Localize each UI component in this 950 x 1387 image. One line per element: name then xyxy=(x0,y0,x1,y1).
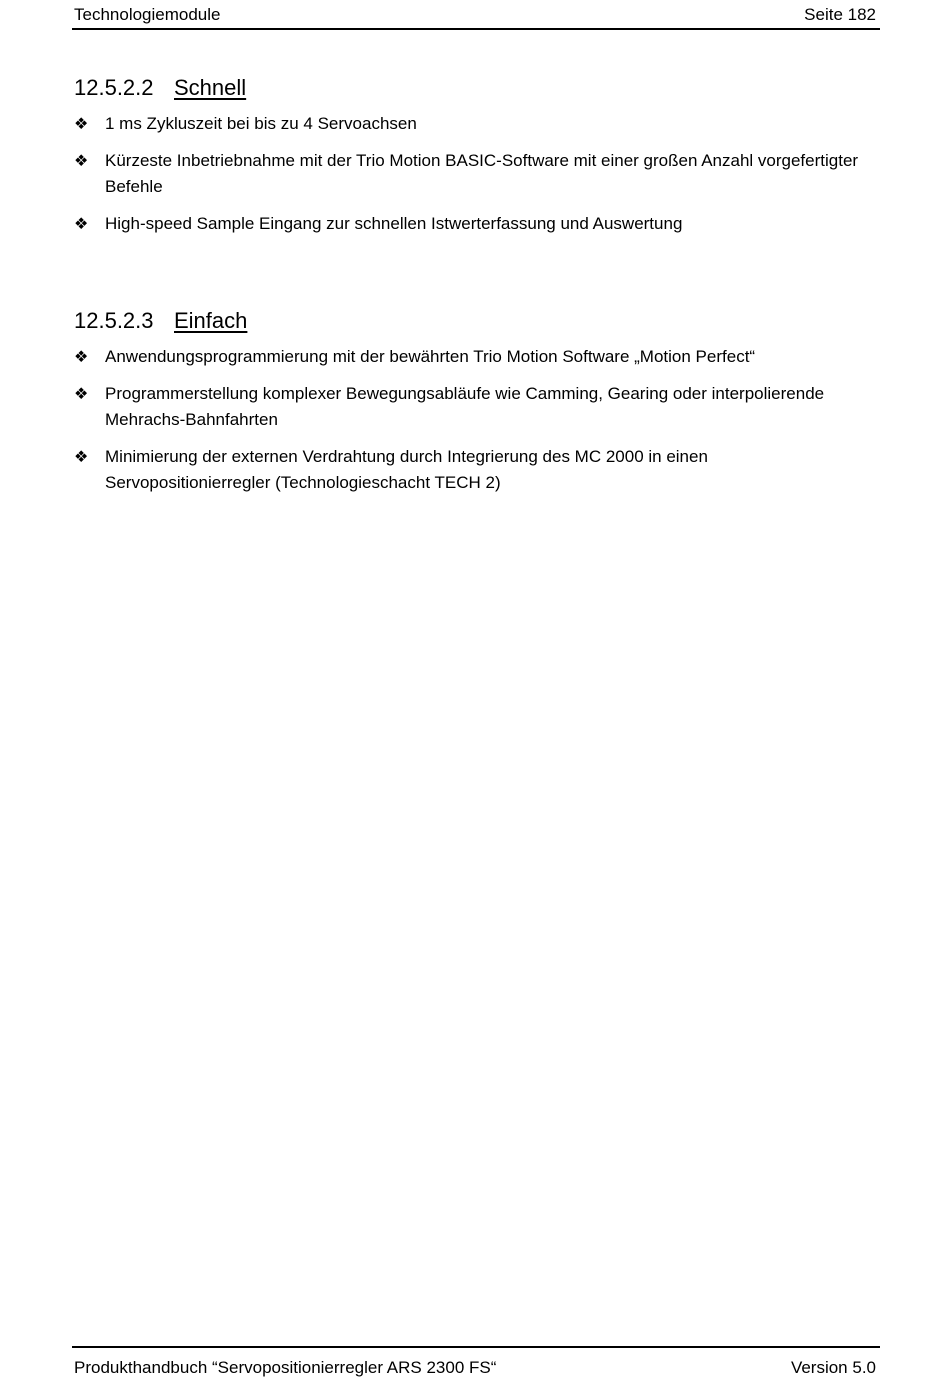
list-item-text: Anwendungsprogrammierung mit der bewährten Trio Motion Software „Motion Perfect“ xyxy=(105,347,756,366)
diamond-bullet-icon: ❖ xyxy=(74,447,89,466)
header-page-number: Seite 182 xyxy=(804,5,876,24)
diamond-bullet-icon: ❖ xyxy=(74,151,89,170)
diamond-bullet-icon: ❖ xyxy=(74,384,89,403)
section-number: 12.5.2.2 xyxy=(74,75,154,100)
list-item xyxy=(74,344,874,370)
bullet-list xyxy=(74,344,874,496)
list-item-text: Programmerstellung komplexer Bewegungsabläufe wie Camming, Gearing oder interpolierende Mehrachs-Bahnfahrten xyxy=(105,384,825,429)
list-item-text: 1 ms Zykluszeit bei bis zu 4 Servoachsen xyxy=(105,114,417,133)
diamond-bullet-icon: ❖ xyxy=(74,114,89,133)
list-item xyxy=(74,111,874,137)
section-title: Schnell xyxy=(174,75,247,100)
section-title: Einfach xyxy=(174,308,248,333)
header-chapter: Technologiemodule xyxy=(74,5,221,24)
diamond-bullet-icon: ❖ xyxy=(74,214,89,233)
list-item-text: Kürzeste Inbetriebnahme mit der Trio Motion BASIC-Software mit einer großen Anzahl vorgefertigter Befehle xyxy=(105,151,859,196)
page-header xyxy=(72,4,880,30)
page-footer xyxy=(72,1346,880,1384)
section-schnell xyxy=(74,73,874,248)
footer-document-title: Produkthandbuch “Servopositionierregler ARS 2300 FS“ xyxy=(74,1358,497,1377)
list-item-text: High-speed Sample Eingang zur schnellen Istwerterfassung und Auswertung xyxy=(105,214,683,233)
section-einfach xyxy=(74,306,874,507)
list-item xyxy=(74,148,874,200)
section-number: 12.5.2.3 xyxy=(74,308,154,333)
diamond-bullet-icon: ❖ xyxy=(74,347,89,366)
section-heading xyxy=(74,306,874,336)
list-item xyxy=(74,444,874,496)
list-item xyxy=(74,211,874,237)
list-item-text: Minimierung der externen Verdrahtung durch Integrierung des MC 2000 in einen Servopositionierregler (Technologieschacht TECH 2) xyxy=(105,447,708,492)
bullet-list xyxy=(74,111,874,237)
section-heading xyxy=(74,73,874,103)
list-item xyxy=(74,381,874,433)
footer-version: Version 5.0 xyxy=(790,1358,876,1377)
